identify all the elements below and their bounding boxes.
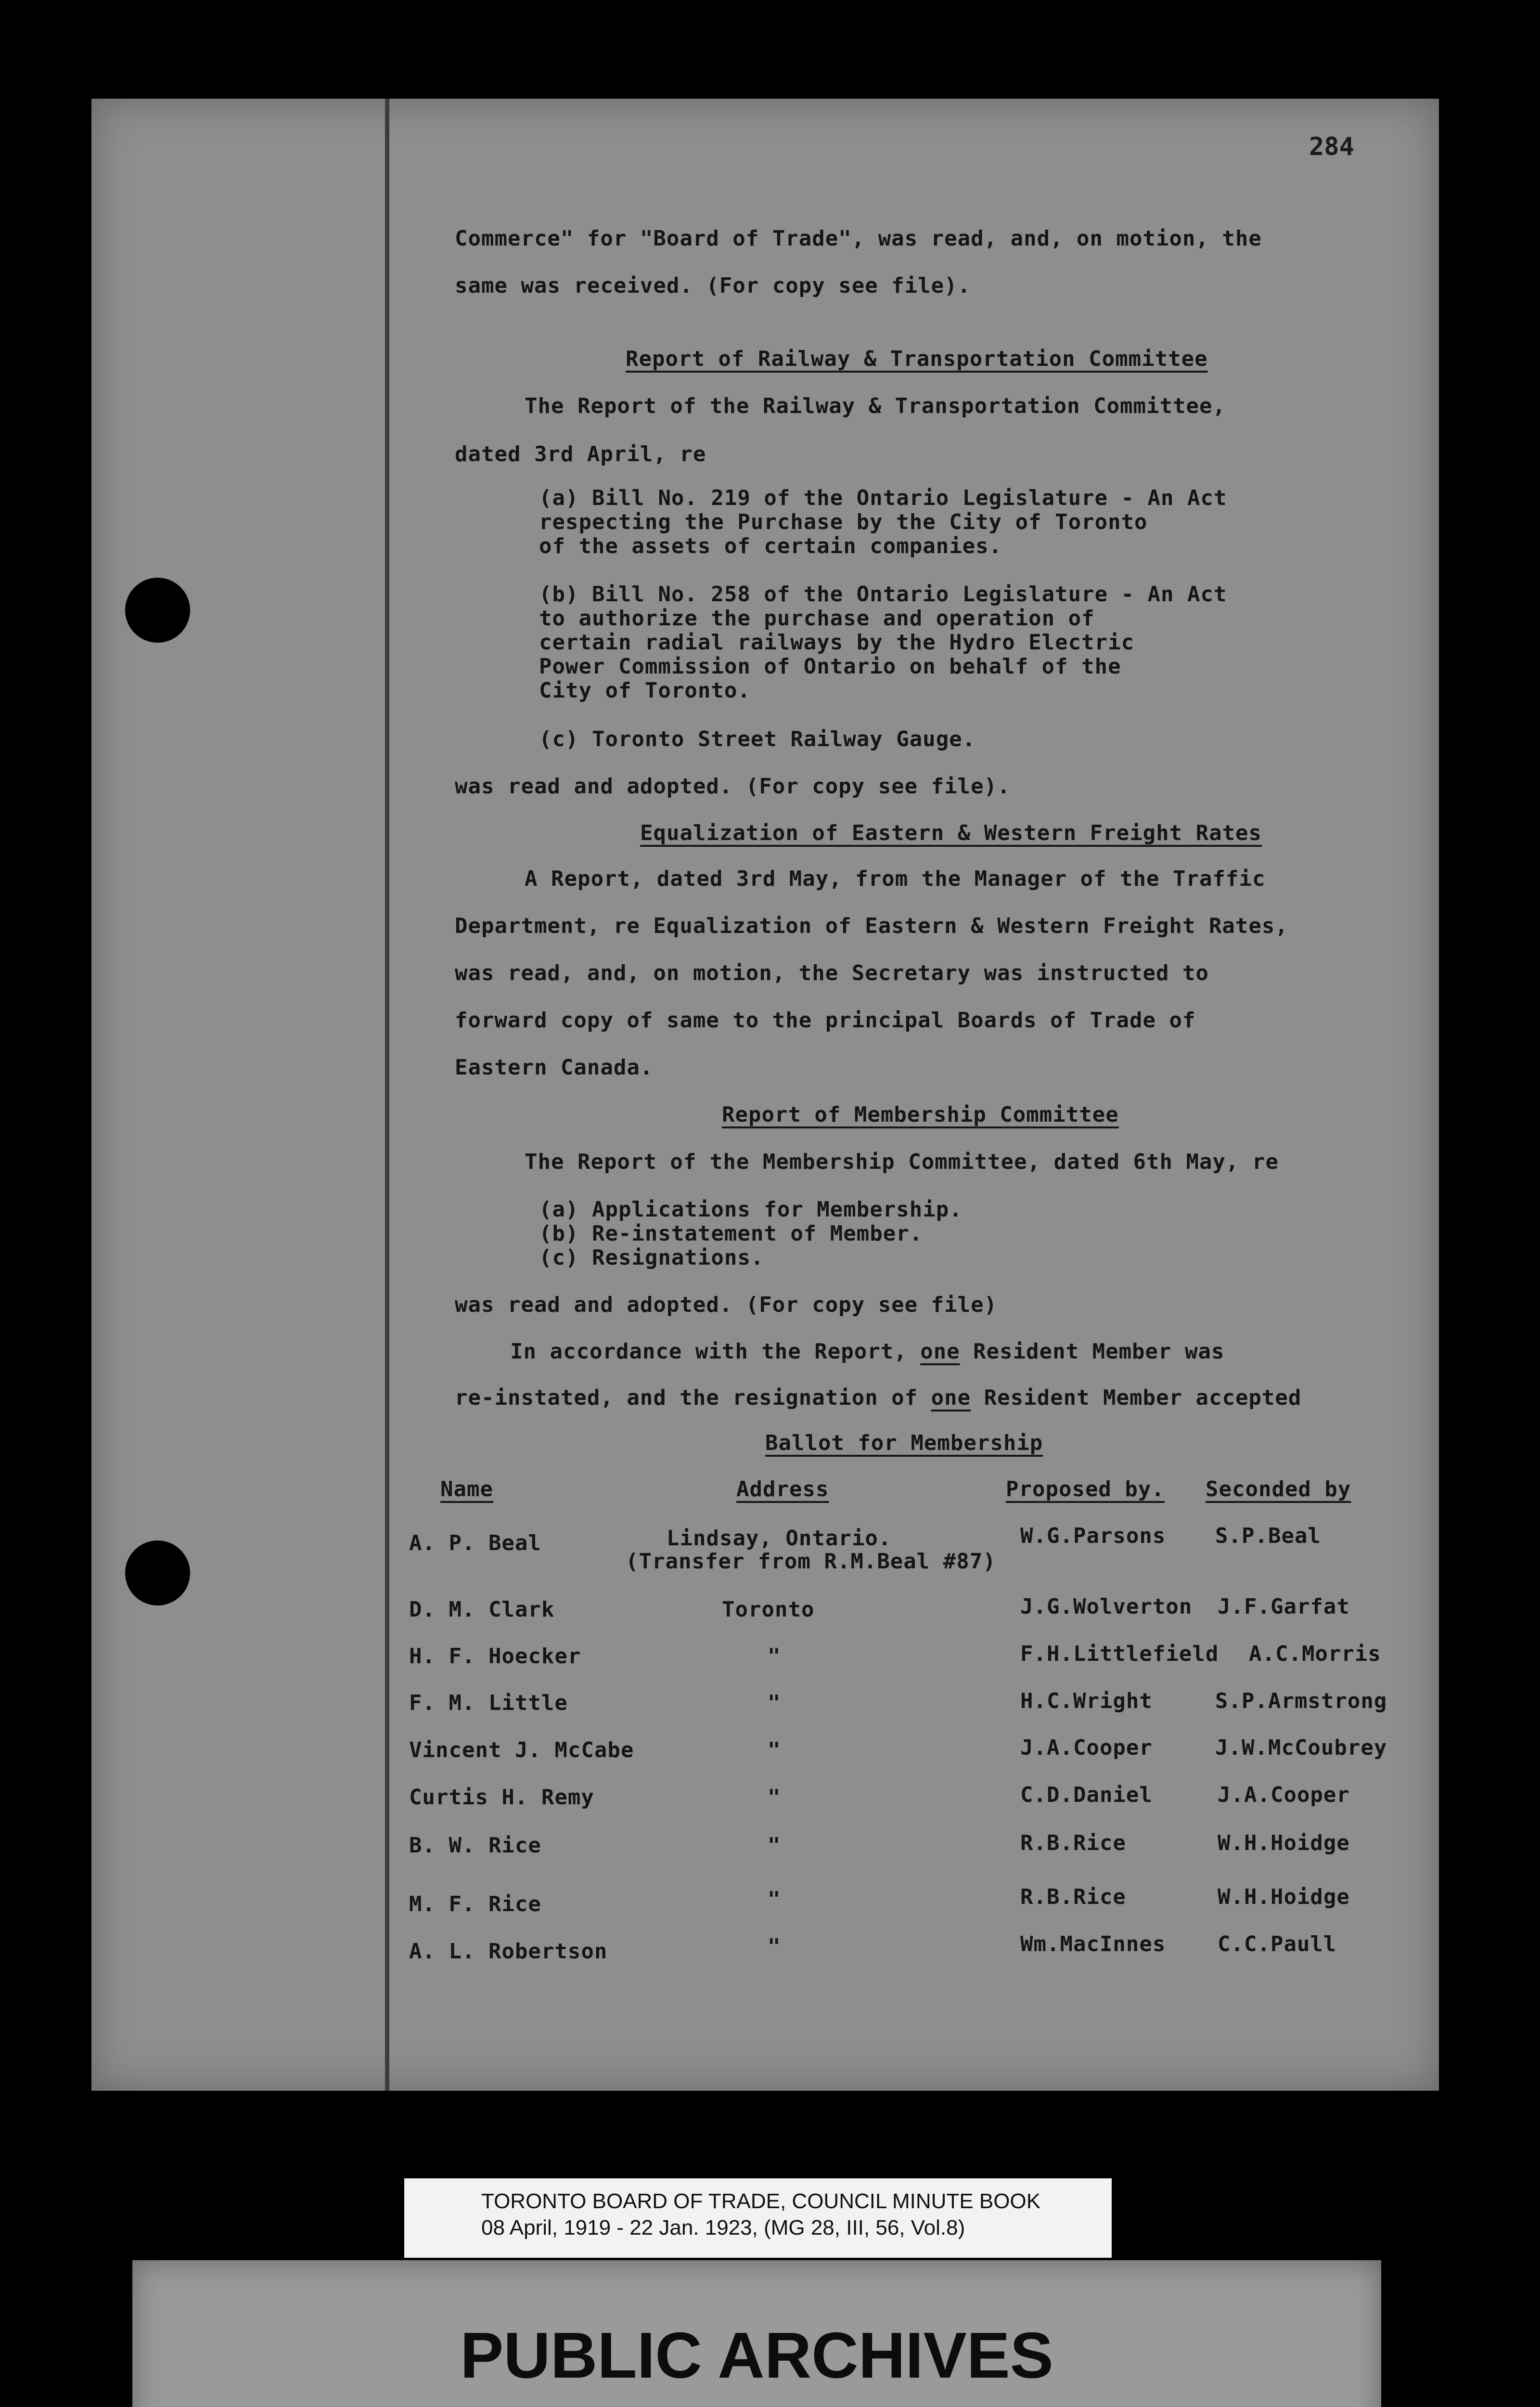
railway-intro-line-2: dated 3rd April, re [455, 442, 706, 466]
railway-item-a-line: (a) Bill No. 219 of the Ontario Legislature - An Act [539, 486, 1227, 510]
ballot-heading: Ballot for Membership [765, 1431, 1043, 1455]
member-name: Vincent J. McCabe [409, 1738, 634, 1762]
member-proposer: Wm.MacInnes [1020, 1932, 1166, 1956]
railway-item-b [539, 582, 1227, 703]
railway-item-a [539, 486, 1227, 558]
freight-line-3: was read, and, on motion, the Secretary was instructed to [455, 961, 1209, 985]
railway-item-b-line: City of Toronto. [539, 678, 751, 703]
accordance-line-2-count: one [931, 1385, 971, 1410]
opening-line-2: same was received. (For copy see file). [455, 273, 971, 298]
railway-item-b-line: certain radial railways by the Hydro Electric [539, 630, 1135, 655]
member-proposer: W.G.Parsons [1020, 1524, 1166, 1548]
member-name: A. L. Robertson [409, 1939, 608, 1964]
member-proposer: F.H.Littlefield [1020, 1642, 1219, 1666]
membership-item: (b) Re-instatement of Member. [539, 1221, 923, 1246]
member-address: " [768, 1934, 781, 1959]
railway-item-c: (c) Toronto Street Railway Gauge. [539, 727, 976, 751]
member-address: Lindsay, Ontario. [667, 1526, 892, 1551]
member-proposer: R.B.Rice [1020, 1885, 1126, 1909]
member-address: " [768, 1644, 781, 1669]
member-seconder: W.H.Hoidge [1218, 1831, 1350, 1855]
membership-intro: The Report of the Membership Committee, dated 6th May, re [525, 1150, 1279, 1174]
member-name: D. M. Clark [409, 1597, 555, 1622]
page-number: 284 [1309, 132, 1354, 161]
ballot-header-seconded: Seconded by [1206, 1477, 1351, 1501]
accordance-line-2-pre: re-instated, and the resignation of [455, 1385, 931, 1410]
member-proposer: C.D.Daniel [1020, 1783, 1153, 1807]
freight-line-5: Eastern Canada. [455, 1055, 654, 1080]
member-address: " [768, 1691, 781, 1715]
member-name: A. P. Beal [409, 1531, 541, 1555]
member-address: " [768, 1833, 781, 1858]
member-proposer: J.A.Cooper [1020, 1735, 1153, 1760]
member-name: Curtis H. Remy [409, 1785, 594, 1810]
freight-line-1: A Report, dated 3rd May, from the Manager of the Traffic [525, 867, 1266, 891]
ballot-header-address: Address [736, 1477, 829, 1501]
member-address-note: (Transfer from R.M.Beal #87) [626, 1549, 996, 1574]
margin-rule [385, 99, 389, 2091]
opening-line-1: Commerce" for "Board of Trade", was read, and, on motion, the [455, 226, 1262, 251]
ballot-header-proposed: Proposed by. [1006, 1477, 1165, 1501]
ballot-header-name: Name [440, 1477, 493, 1501]
member-proposer: H.C.Wright [1020, 1689, 1153, 1713]
railway-heading: Report of Railway & Transportation Committee [626, 347, 1208, 371]
accordance-line-1-count: one [920, 1339, 960, 1364]
archive-label-line-1: TORONTO BOARD OF TRADE, COUNCIL MINUTE BOOK [481, 2189, 1041, 2213]
membership-closing: was read and adopted. (For copy see file) [455, 1293, 998, 1317]
member-address: " [768, 1887, 781, 1912]
member-seconder: C.C.Paull [1218, 1932, 1337, 1956]
freight-line-2: Department, re Equalization of Eastern & Western Freight Rates, [455, 914, 1288, 938]
member-address: " [768, 1738, 781, 1762]
membership-item: (c) Resignations. [539, 1245, 764, 1270]
member-name: B. W. Rice [409, 1833, 541, 1858]
railway-intro-line-1: The Report of the Railway & Transportation Committee, [525, 394, 1226, 418]
member-name: H. F. Hoecker [409, 1644, 581, 1669]
member-seconder: S.P.Armstrong [1215, 1689, 1387, 1713]
accordance-line-2-post: Resident Member accepted [971, 1385, 1302, 1410]
accordance-line-1 [510, 1339, 1225, 1364]
accordance-line-1-post: Resident Member was [960, 1339, 1225, 1364]
railway-item-b-line: Power Commission of Ontario on behalf of the [539, 654, 1121, 679]
archive-label-line-2: 08 April, 1919 - 22 Jan. 1923, (MG 28, III, 56, Vol.8) [481, 2216, 965, 2239]
binder-hole-bottom [125, 1540, 190, 1605]
freight-heading: Equalization of Eastern & Western Freight Rates [640, 821, 1262, 845]
member-seconder: J.W.McCoubrey [1215, 1735, 1387, 1760]
member-seconder: J.A.Cooper [1218, 1783, 1350, 1807]
member-seconder: A.C.Morris [1249, 1642, 1381, 1666]
member-name: F. M. Little [409, 1691, 568, 1715]
membership-items [539, 1198, 962, 1270]
member-seconder: S.P.Beal [1215, 1524, 1321, 1548]
accordance-line-2 [455, 1385, 1301, 1410]
railway-item-a-line: of the assets of certain companies. [539, 534, 1002, 558]
freight-line-4: forward copy of same to the principal Boards of Trade of [455, 1008, 1196, 1033]
accordance-line-1-pre: In accordance with the Report, [510, 1339, 921, 1364]
member-address: Toronto [722, 1597, 815, 1622]
membership-item: (a) Applications for Membership. [539, 1197, 962, 1222]
member-name: M. F. Rice [409, 1892, 541, 1916]
railway-item-b-line: (b) Bill No. 258 of the Ontario Legislature - An Act [539, 582, 1227, 607]
binder-hole-top [125, 578, 190, 643]
railway-item-b-line: to authorize the purchase and operation of [539, 606, 1095, 631]
member-address: " [768, 1785, 781, 1810]
member-seconder: W.H.Hoidge [1218, 1885, 1350, 1909]
member-seconder: J.F.Garfat [1218, 1594, 1350, 1619]
membership-heading: Report of Membership Committee [722, 1102, 1119, 1127]
member-proposer: R.B.Rice [1020, 1831, 1126, 1855]
archive-label-text [481, 2188, 1040, 2241]
stamp-line-1: PUBLIC ARCHIVES [460, 2319, 1053, 2392]
railway-closing: was read and adopted. (For copy see file). [455, 774, 1011, 799]
railway-item-a-line: respecting the Purchase by the City of Toronto [539, 510, 1148, 534]
member-proposer: J.G.Wolverton [1020, 1594, 1193, 1619]
